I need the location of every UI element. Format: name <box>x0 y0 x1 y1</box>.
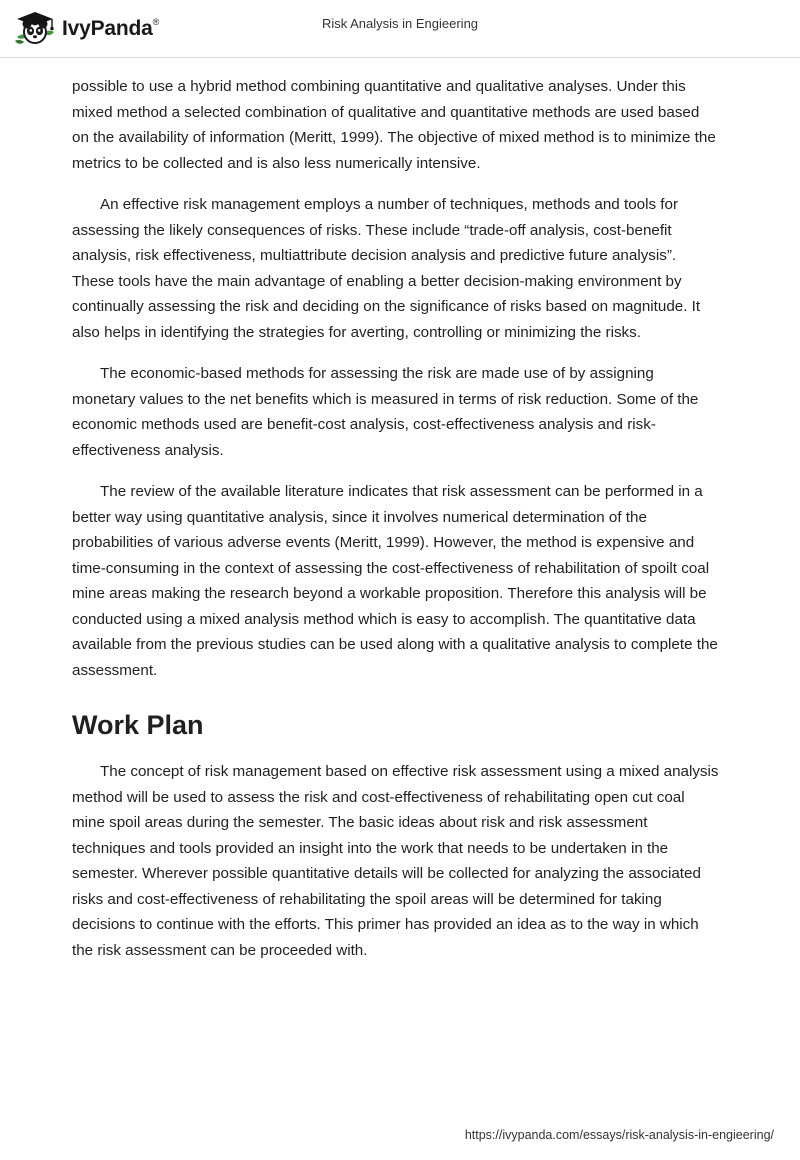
paragraph: possible to use a hybrid method combining quantitative and qualitative analyses. Under this mixed method a selected combination of qualitative and quantitative methods are used based on the availability of information (Meritt, 1999). The objective of mixed method is to minimize the metrics to be collected and is also less numerically intensive. <box>72 78 716 172</box>
brand-registered-mark: ® <box>152 17 160 27</box>
source-url-link[interactable]: https://ivypanda.com/essays/risk-analysis-in-engieering/ <box>464 1128 774 1142</box>
paragraph: The concept of risk management based on effective risk assessment using a mixed analysis method will be used to assess the risk and cost-effectiveness of rehabilitating open cut coal mine spoil areas during the semester. The basic ideas about risk and risk assessment techniques and tools provided an insight into the work that needs to be undertaken in the semester. Wherever possible quantitative details will be collected for analyzing the associated risks and cost-effectiveness of rehabilitating the spoil areas will be determined for taking decisions to continue with the efforts. This primer has provided an idea as to the way in which the risk assessment can be proceeded with. <box>72 763 719 959</box>
page-header <box>0 0 800 58</box>
document-title: Risk Analysis in Engieering <box>321 16 479 31</box>
paragraph: The economic-based methods for assessing the risk are made use of by assigning monetary values to the net benefits which is measured in terms of risk reduction. Some of the economic methods used are benefit-cost analysis, cost-effectiveness analysis and risk-effectiveness analysis. <box>72 365 699 459</box>
section-heading-work-plan: Work Plan <box>72 710 204 740</box>
brand-name-text: IvyPanda <box>62 17 153 40</box>
paragraph: An effective risk management employs a number of techniques, methods and tools for assessing the likely consequences of risks. These include “trade-off analysis, cost-benefit analysis, risk effectiveness, multiattribute decision analysis and predictive future analysis”. These tools have the main advantage of enabling a better decision-making environment by continually assessing the risk and deciding on the significance of risks based on magnitude. It also helps in identifying the strategies for averting, controlling or minimizing the risks. <box>72 196 701 341</box>
document-body <box>0 58 800 979</box>
paragraph: The review of the available literature indicates that risk assessment can be performed in a better way using quantitative analysis, since it involves numerical determination of the probabilities of various adverse events (Meritt, 1999). However, the method is expensive and time-consuming in the context of assessing the cost-effectiveness of rehabilitation of spoilt coal mine areas making the research beyond a workable proposition. Therefore this analysis will be conducted using a mixed analysis method which is easy to accomplish. The quantitative data available from the previous studies can be used along with a qualitative analysis to complete the assessment. <box>72 483 718 679</box>
page-footer <box>0 1128 800 1142</box>
